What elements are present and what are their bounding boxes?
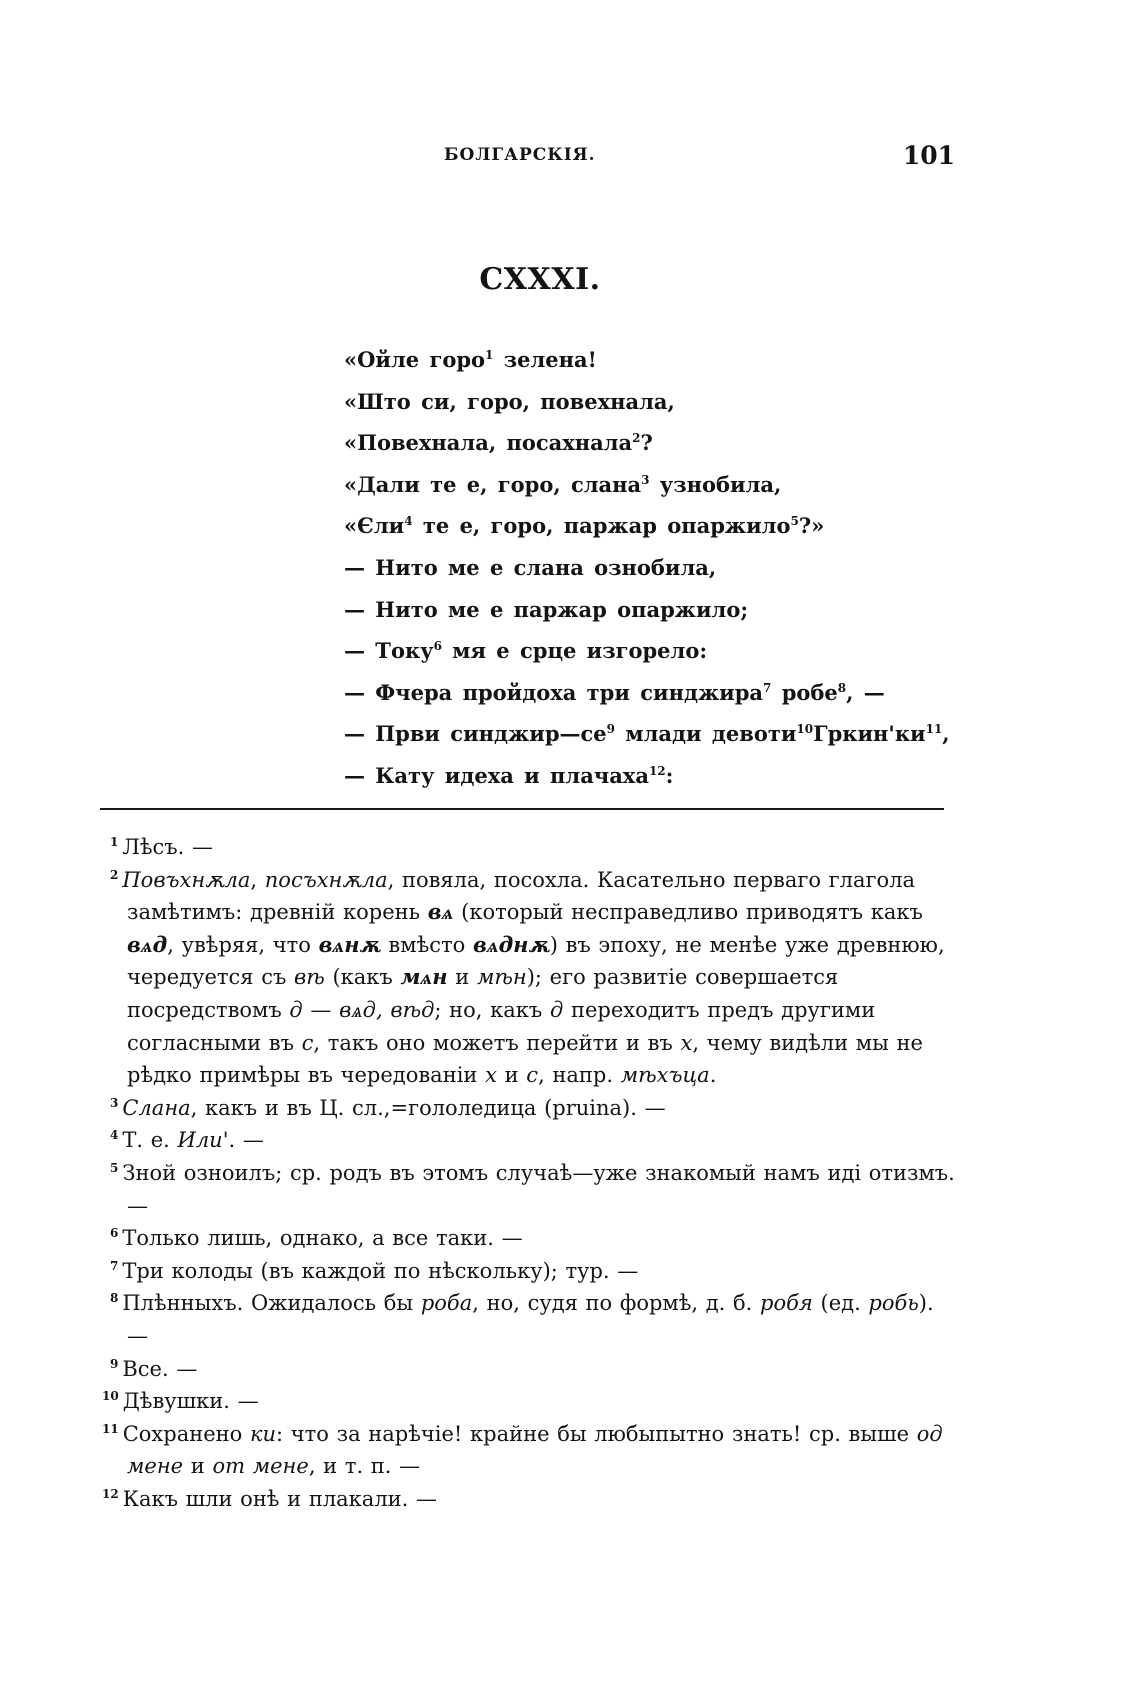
footnote-ref: 4 — [404, 514, 413, 529]
footnote-text: ). — — [127, 1291, 934, 1348]
verse-text: «Што си, горо, повехнала, — [344, 388, 675, 414]
footnote-ref: 11 — [925, 722, 943, 737]
footnote-word: вѧнѫ — [318, 931, 381, 957]
verse-text: ?» — [798, 513, 825, 539]
verse-line — [344, 339, 994, 381]
footnote-text: и — [183, 1454, 213, 1479]
footnote-text: , напр. — [538, 1063, 621, 1088]
footnote-ref: 5 — [790, 514, 799, 529]
verse-line — [344, 589, 994, 631]
footnote-word: мѣн — [476, 965, 527, 990]
footnote-number: 12 — [102, 1486, 119, 1501]
verse-text: «Єли — [344, 513, 405, 539]
footnote-text: вмѣсто — [380, 932, 473, 957]
footnote-number: 2 — [110, 867, 119, 882]
footnote-ref: 6 — [433, 639, 442, 654]
footnote-text: , но, судя по формѣ, д. б. — [472, 1291, 761, 1316]
verse-text: зелена! — [493, 347, 597, 372]
footnote-text: Какъ шли онѣ и плакали. — — [122, 1486, 438, 1511]
footnote-text: Дѣвушки. — — [122, 1389, 259, 1414]
verse-text: — Току — [344, 638, 434, 664]
verse-text: — Нито ме е паржар опаржило; — [344, 596, 749, 622]
footnote-word: с — [301, 1030, 314, 1055]
footnote-ref: 3 — [641, 472, 650, 487]
footnote-word: Повъхнѫла — [122, 867, 251, 892]
footnote-ref: 10 — [796, 722, 814, 737]
footnote-word: мѣхъцa — [620, 1063, 710, 1088]
footnote-text: , такъ оно можетъ перейти и въ — [313, 1030, 681, 1055]
footnote-text: (ед. — [812, 1291, 869, 1316]
footnote-text: , какъ и въ Ц. сл.,=гололедица (pruina). — — [190, 1095, 666, 1120]
footnote-word: х — [680, 1030, 693, 1055]
footnote-word: от мене — [212, 1454, 309, 1479]
footnote-word: вѧднѫ — [472, 931, 550, 957]
footnote-word: Или' — [177, 1128, 229, 1153]
verse-line — [344, 630, 994, 672]
verse-text: млади девоти — [615, 721, 797, 747]
footnote-ref: 12 — [648, 763, 666, 778]
verse-text: «Ойле горо — [344, 347, 486, 372]
footnote-rule — [100, 808, 944, 810]
footnote-number: 4 — [110, 1128, 119, 1143]
footnote-text: Зной озноилъ; ср. родъ въ этомъ случаѣ—уже знакомый намъ иді отизмъ. — — [122, 1160, 955, 1218]
footnote-word: робь — [868, 1291, 919, 1316]
verse-text: , — — [846, 679, 885, 705]
verse-text: ? — [640, 430, 653, 456]
footnote-6 — [110, 1222, 960, 1255]
verse-line — [344, 464, 994, 506]
footnote-12 — [102, 1483, 960, 1516]
running-head — [420, 141, 955, 171]
verse-text: робе — [771, 679, 838, 705]
footnote-9 — [110, 1353, 960, 1386]
verse-text: «Дали те е, горо, слана — [344, 471, 642, 497]
footnote-number: 10 — [102, 1389, 119, 1404]
footnote-text: переходитъ предъ другими согласными въ — [127, 997, 876, 1055]
footnote-7 — [110, 1255, 960, 1288]
footnote-text: Три колоды (въ каждой по нѣскольку); тур. — — [122, 1258, 639, 1283]
footnote-text: , увѣряя, что — [167, 932, 319, 957]
footnote-text: Только лишь, однако, а все таки. — — [122, 1226, 523, 1251]
footnote-word: вѧд — [127, 931, 168, 957]
footnote-1 — [110, 831, 960, 864]
footnote-11 — [102, 1418, 960, 1483]
footnote-text: . — — [228, 1128, 264, 1153]
verse-line — [344, 547, 994, 589]
footnote-word: х — [485, 1063, 497, 1088]
footnote-word: вѣ — [294, 965, 325, 990]
footnote-ref: 2 — [632, 431, 641, 446]
running-title: БОЛГАРСКІЯ. — [444, 145, 596, 165]
footnote-text: и — [447, 965, 477, 990]
footnote-word: робя — [760, 1291, 813, 1316]
verse-text: мя е срце изгорело: — [441, 638, 708, 664]
footnote-number: 3 — [110, 1095, 119, 1110]
footnote-ref: 7 — [763, 680, 772, 695]
footnote-word: ки — [249, 1421, 277, 1446]
verse-line — [344, 713, 994, 755]
footnote-word: д — вѧд, вѣд — [289, 997, 435, 1022]
footnote-3 — [110, 1092, 960, 1125]
footnote-word: мѧн — [400, 964, 448, 990]
footnote-text: , повяла, посохла. Касательно перваго глагола замѣтимъ: древній корень — [127, 867, 916, 925]
footnote-text: , и т. п. — — [308, 1454, 421, 1479]
verse-line — [344, 381, 994, 423]
footnote-ref: 8 — [837, 680, 847, 695]
footnote-word: д — [549, 997, 564, 1022]
footnote-text: и — [496, 1063, 527, 1088]
footnote-text: Плѣнныхъ. Ожидалось бы — [122, 1291, 421, 1316]
footnote-number: 7 — [110, 1258, 119, 1273]
verse-text: «Повехнала, посахнала — [344, 430, 633, 456]
footnote-ref: 1 — [485, 348, 494, 362]
footnote-text: Т. е. — [122, 1128, 178, 1153]
verse-text: — Први синджир—се — [344, 721, 607, 747]
footnote-10 — [102, 1385, 960, 1418]
verse-text: : — [665, 762, 674, 788]
footnote-text: Все. — — [122, 1356, 198, 1381]
footnote-word: с — [526, 1063, 539, 1088]
verse-line — [344, 422, 994, 464]
footnote-8 — [110, 1287, 960, 1352]
verse-text: , — [942, 721, 950, 747]
footnote-text: , чему видѣли мы не рѣдко примѣры въ чередованіи — [127, 1030, 923, 1088]
footnotes — [102, 831, 960, 1515]
footnote-text: . — [709, 1063, 717, 1088]
footnote-word: вѧ — [427, 899, 454, 925]
footnote-word: од мене — [127, 1421, 943, 1479]
verse-text: те е, горо, паржар опаржило — [412, 513, 791, 539]
song-verses — [344, 339, 994, 797]
verse-line — [344, 755, 994, 797]
footnote-word: посъхнѫла — [264, 867, 388, 892]
footnote-text: , — [250, 867, 265, 892]
footnote-text: (какъ — [324, 965, 401, 990]
footnote-number: 8 — [110, 1291, 119, 1306]
verse-text: — Нито ме е слана ознобила, — [344, 554, 717, 580]
footnote-text: ; но, какъ — [434, 997, 550, 1022]
verse-text: — Кату идеха и плачаха — [344, 762, 649, 788]
verse-line — [344, 505, 994, 547]
footnote-text: Лѣсъ. — — [122, 835, 214, 859]
verse-text: узнобила, — [649, 471, 782, 497]
footnote-text: : что за нарѣчіе! крайне бы любыпытно знать! ср. выше — [276, 1421, 917, 1446]
verse-text: — Фчера пройдоха три синджира — [344, 679, 764, 705]
footnote-5 — [110, 1157, 960, 1222]
footnote-number: 5 — [110, 1160, 119, 1175]
footnote-4 — [110, 1124, 960, 1157]
footnote-text: (который несправедливо приводятъ какъ — [453, 900, 923, 925]
song-number-heading: CXXXI. — [479, 262, 601, 297]
footnote-2 — [110, 864, 960, 1092]
footnote-text: Сохранено — [122, 1421, 250, 1446]
footnote-number: 1 — [110, 835, 119, 849]
footnote-word: Слана — [122, 1095, 191, 1120]
verse-line — [344, 672, 994, 714]
page-number: 101 — [902, 141, 955, 170]
footnote-text: ); его развитіе совершается посредствомъ — [127, 965, 839, 1022]
footnote-text: ) въ эпоху, не менѣе уже древнюю, чередуется съ — [127, 932, 945, 990]
footnote-word: роба — [420, 1291, 473, 1316]
footnote-number: 9 — [110, 1356, 119, 1371]
footnote-number: 6 — [110, 1226, 119, 1241]
footnote-number: 11 — [102, 1421, 119, 1436]
footnote-ref: 9 — [606, 722, 616, 737]
verse-text: Гркин'ки — [813, 721, 926, 747]
